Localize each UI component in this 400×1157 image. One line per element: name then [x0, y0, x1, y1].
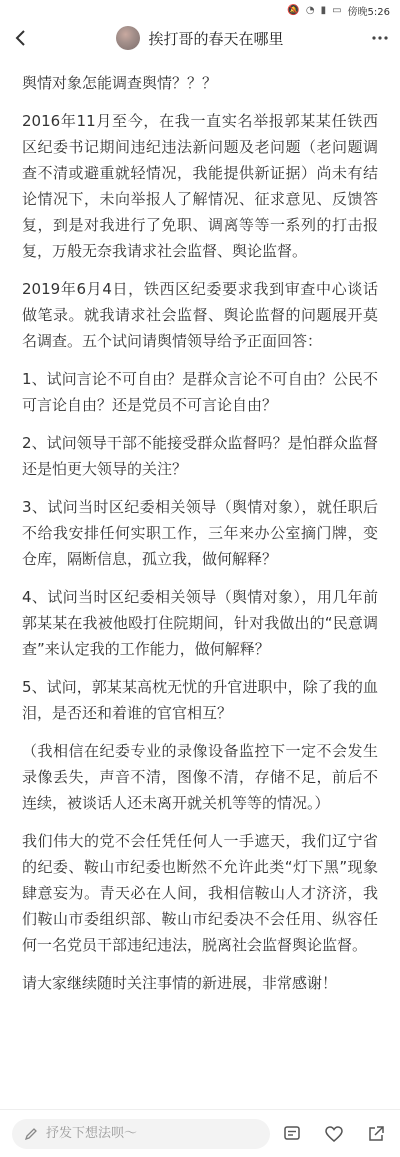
status-time: 傍晚5:26 — [347, 6, 390, 18]
article-paragraph: 2016年11月至今，在我一直实名举报郭某某任铁西区纪委书记期间违纪违法新问题及老问题（老问题调查不清或避重就轻情况，我能提供新证据）尚未有结论情况下，未向举报人了解情况、征求意见、反馈答复，到是对我进行了免职、调离等等一系列的打击报复，万般无奈我请求社会监督、舆论监督。 — [22, 112, 378, 260]
article-paragraph: 请大家继续随时关注事情的新进展，非常感谢！ — [22, 974, 338, 992]
comment-input[interactable] — [46, 1126, 216, 1141]
wifi-icon: ◔ — [305, 4, 315, 16]
more-button[interactable] — [360, 20, 400, 56]
article-paragraph: 我们伟大的党不会任凭任何人一手遮天，我们辽宁省的纪委、鞍山市纪委也断然不允许此类“灯下黑”现象肆意妄为。青天必在人间，我相信鞍山人才济济，我们鞍山市委组织部、鞍山市纪委决不会任用、纵容任何一名党员干部违纪违法，脱离社会监督舆论监督。 — [22, 832, 378, 954]
article-paragraph: 2、试问领导干部不能接受群众监督吗？是怕群众监督还是怕更大领导的关注？ — [22, 434, 378, 478]
status-bar — [0, 0, 400, 20]
comment-box[interactable] — [12, 1119, 270, 1149]
more-dots-icon — [372, 36, 388, 40]
mute-icon: 🔕 — [287, 4, 300, 16]
action-icons — [280, 1122, 388, 1146]
article-paragraph: 2019年6月4日，铁西区纪委要求我到审查中心谈话做笔录。就我请求社会监督、舆论监督的问题展开莫名调查。五个试问请舆情领导给予正面回答： — [22, 280, 378, 350]
comment-button[interactable] — [280, 1122, 304, 1146]
battery-icon: ▭ — [332, 4, 342, 16]
article-paragraph: 4、试问当时区纪委相关领导（舆情对象），用几年前郭某某在我被他殴打住院期间，针对我做出的“民意调查”来认定我的工作能力，做何解释？ — [22, 588, 378, 658]
avatar[interactable] — [116, 26, 140, 50]
bottom-action-bar — [0, 1109, 400, 1157]
back-button[interactable] — [0, 20, 40, 56]
like-button[interactable] — [322, 1122, 346, 1146]
signal-icon: ▮ — [320, 4, 327, 16]
comment-icon — [282, 1124, 302, 1144]
pen-icon — [24, 1127, 38, 1141]
share-button[interactable] — [364, 1122, 388, 1146]
article-paragraph: 5、试问，郭某某高枕无忧的升官进职中，除了我的血泪，是否还和着谁的官官相互？ — [22, 678, 378, 722]
article-paragraph: 舆情对象怎能调查舆情？？？ — [22, 74, 218, 92]
share-icon — [366, 1124, 386, 1144]
article-paragraph: （我相信在纪委专业的录像设备监控下一定不会发生录像丢失，声音不清，图像不清，存储不足，前后不连续，被谈话人还未离开就关机等等的情况。） — [22, 742, 378, 812]
article-body — [0, 56, 400, 996]
article-paragraph: 1、试问言论不可自由？是群众言论不可自由？公民不可言论自由？还是党员不可言论自由？ — [22, 370, 378, 414]
like-icon — [324, 1124, 344, 1144]
top-nav — [0, 20, 400, 56]
back-arrow-icon — [14, 29, 26, 47]
article-paragraph: 3、试问当时区纪委相关领导（舆情对象），就任职后不给我安排任何实职工作，三年来办公室摘门牌，变仓库，隔断信息，孤立我，做何解释？ — [22, 498, 378, 568]
page-title[interactable]: 挨打哥的春天在哪里 — [148, 29, 284, 48]
